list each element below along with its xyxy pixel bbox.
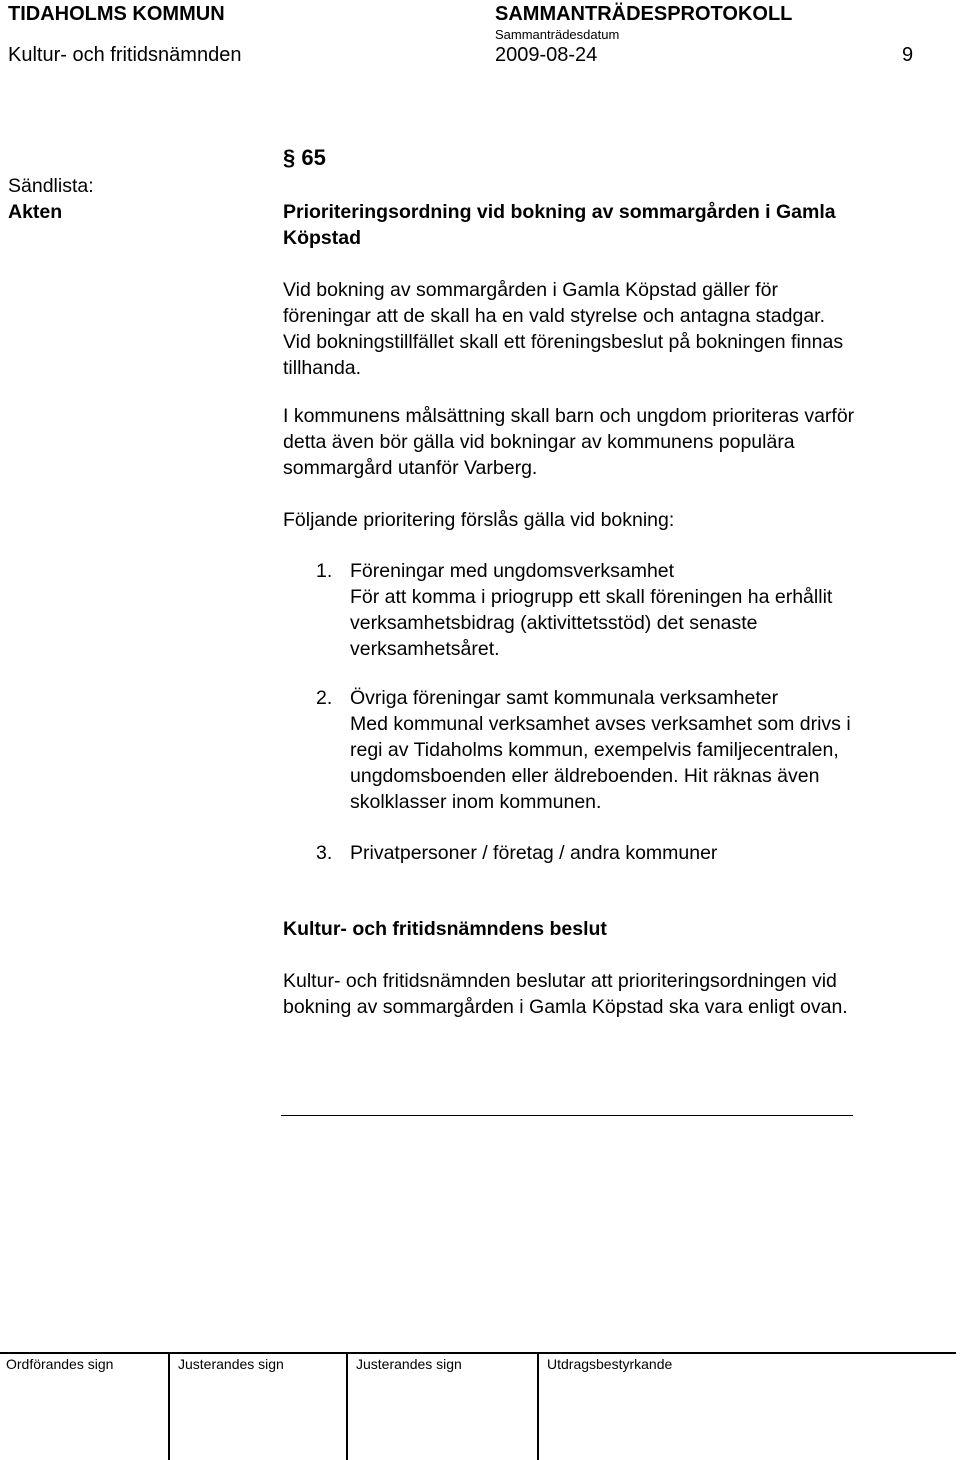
footer-divider [346,1354,348,1460]
priority-line: Övriga föreningar samt kommunala verksamheter [350,687,779,709]
priority-line: Privatpersoner / företag / andra kommuner [350,842,718,864]
paragraph-line: Följande prioritering förslås gälla vid bokning: [283,509,675,531]
priority-line: regi av Tidaholms kommun, exempelvis familjecentralen, [350,739,839,761]
paragraph-line: I kommunens målsättning skall barn och ungdom prioriteras varför [283,405,855,427]
priority-line: skolklasser inom kommunen. [350,791,602,813]
paragraph-line: detta även bör gälla vid bokningar av kommunens populära [283,431,795,453]
section-number: 65 [301,145,326,170]
paragraph-youth-priority [283,403,933,481]
committee-name: Kultur- och fritidsnämnden [8,44,242,66]
footer-chair-sign: Ordförandes sign [6,1356,114,1372]
priority-line: Med kommunal verksamhet avses verksamhet som drivs i [350,713,851,735]
footer-divider [168,1354,170,1460]
meeting-date: 2009-08-24 [495,44,598,66]
footer-rule [0,1352,956,1354]
decision-line: bokning av sommargården i Gamla Köpstad ska vara enligt ovan. [283,996,848,1018]
priority-number: 1. [316,560,333,582]
priority-item-1 [316,558,936,662]
distribution-label: Sändlista: [8,175,94,197]
signature-line [281,1115,853,1116]
decision-text [283,968,933,1020]
paragraph-booking-requirements [283,277,933,381]
footer-adjuster-sign-2: Justerandes sign [356,1356,462,1372]
section-title-line: Köpstad [283,227,361,249]
section-heading [283,145,326,171]
paragraph-line: föreningar att de skall ha en vald styrelse och antagna stadgar. [283,305,826,327]
decision-heading: Kultur- och fritidsnämndens beslut [283,918,607,940]
section-title-line: Prioriteringsordning vid bokning av sommargården i Gamla [283,201,836,223]
priority-line: ungdomsboenden eller äldreboenden. Hit räknas även [350,765,820,787]
priority-line: verksamhetsbidrag (aktivittetsstöd) det senaste [350,612,758,634]
paragraph-line: Vid bokningstillfället skall ett föreningsbeslut på bokningen finnas [283,331,844,353]
priority-line: För att komma i priogrupp ett skall föreningen ha erhållit [350,586,833,608]
page-number: 9 [902,44,914,66]
paragraph-line: sommargård utanför Varberg. [283,457,538,479]
section-title [283,199,933,251]
decision-line: Kultur- och fritidsnämnden beslutar att prioriteringsordningen vid [283,970,837,992]
distribution-recipient: Akten [8,201,63,223]
paragraph-line: tillhanda. [283,357,362,379]
priority-number: 2. [316,687,333,709]
paragraph-priority-intro [283,507,933,533]
municipality-name: TIDAHOLMS KOMMUN [8,3,225,25]
priority-item-2 [316,685,936,815]
priority-number: 3. [316,842,333,864]
document-type: SAMMANTRÄDESPROTOKOLL [495,3,793,25]
priority-line: verksamhetsåret. [350,638,500,660]
footer-certification: Utdragsbestyrkande [547,1356,673,1372]
footer-adjuster-sign-1: Justerandes sign [178,1356,284,1372]
section-symbol: § [283,145,296,170]
footer-divider [537,1354,539,1460]
date-label: Sammanträdesdatum [495,27,620,42]
priority-item-3 [316,840,936,866]
paragraph-line: Vid bokning av sommargården i Gamla Köpstad gäller för [283,279,778,301]
priority-line: Föreningar med ungdomsverksamhet [350,560,675,582]
